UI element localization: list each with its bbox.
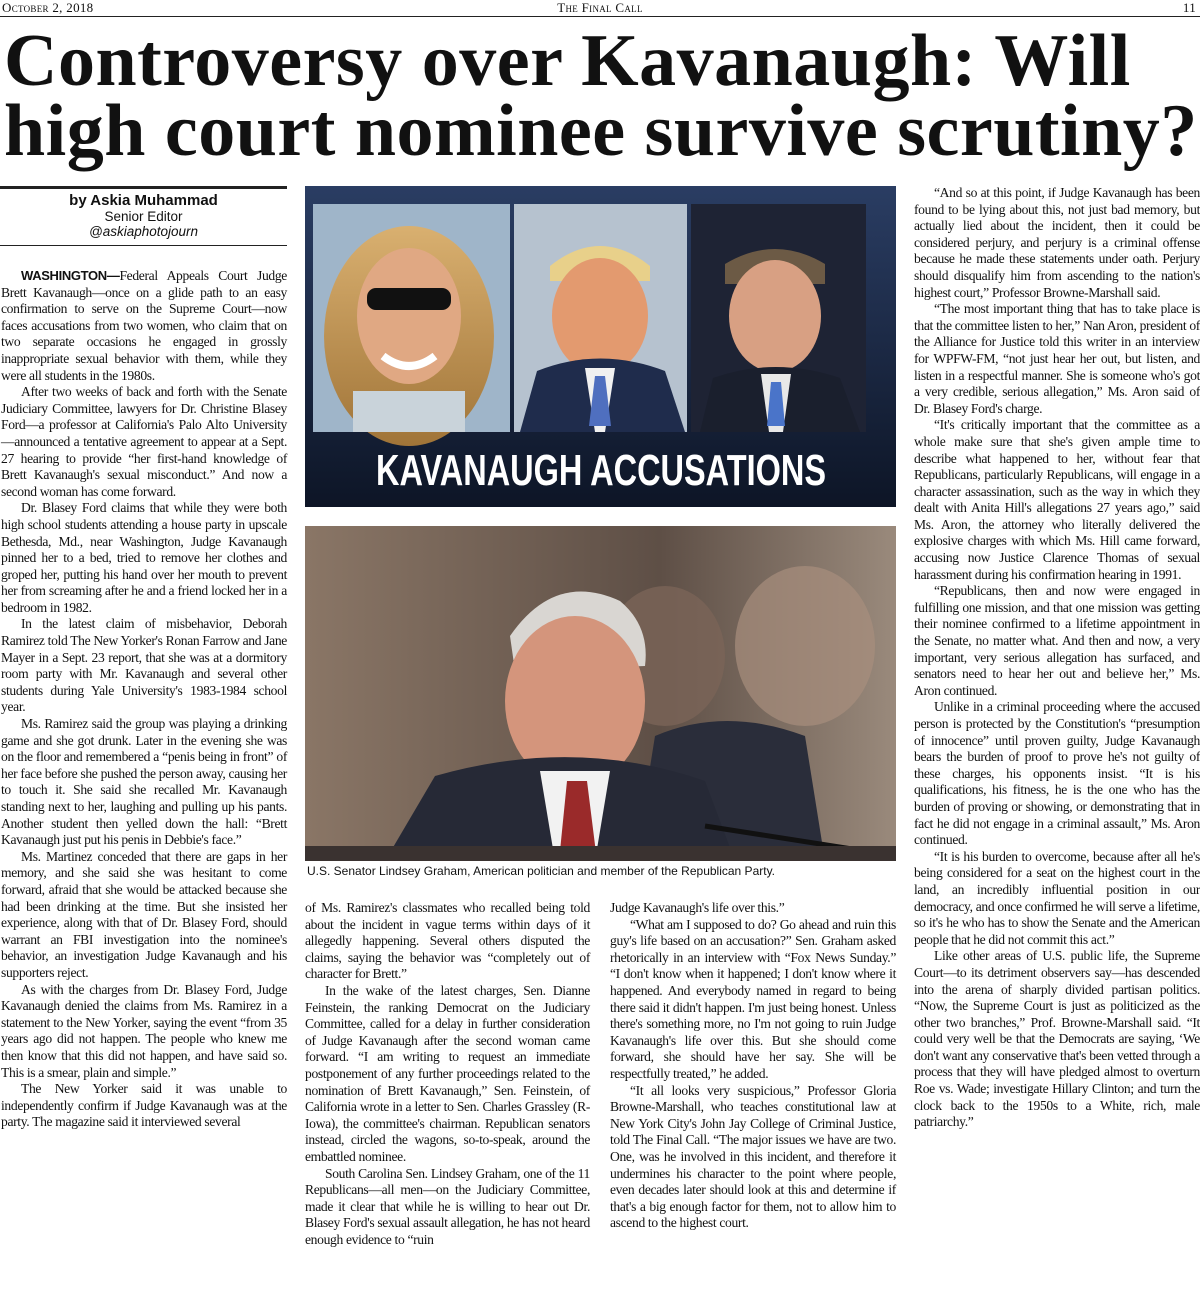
article-column-2: [305, 900, 590, 1248]
article-column-3: [610, 900, 896, 1232]
headline: [4, 20, 1200, 172]
paragraph: “It's critically important that the committee as a whole make sure that she's given ample time to describe what happened to her, without fear that Republicans, particularly Republicans, will engage in a character assassination, such as the way in which they dealt with Anita Hill's allegations 27 years ago,” said Ms. Aron, the attorney who literally delivered the explosive charges with which Ms. Hill came forward, accusing now Justice Clarence Thomas of sexual harassment during his confirmation hearing in 1991.: [914, 417, 1200, 582]
page-header: [0, 0, 1200, 17]
paragraph: “Republicans, then and now were engaged in fulfilling one mission, and that one mission was getting their nominee confirmed to a lifetime appointment in the Senate, no matter what. And then and now, a very important, very serious allegation has surfaced, and senators need to hear her out and believe her,” Ms. Aron continued.: [914, 583, 1200, 698]
paragraph: Ms. Ramirez said the group was playing a drinking game and she got drunk. Later in the evening she was on the floor and remembered a “penis being in front” of her face before she pushed the person away, causing her to touch it. She said she recalled Mr. Kavanaugh standing next to her, laughing and pulling up his pants. Another student then yelled down the hall: “Brett Kavanaugh just put his penis in Debbie's face.”: [1, 716, 287, 848]
paragraph: Unlike in a criminal proceeding where the accused person is protected by the Constitution's “presumption of innocence” until proven guilty, Judge Kavanaugh bears the burden of proof to prove he's not guilty of these charges, his opponents insist. “It is his qualifications, his fitness, he is the one who has the burden of proving or showing, or demonstrating that in fact he did not engage in a criminal assault,” Ms. Aron continued.: [914, 699, 1200, 848]
publication-name: The Final Call: [557, 0, 643, 15]
paragraph: Judge Kavanaugh's life over this.”: [610, 900, 785, 915]
photo-caption: U.S. Senator Lindsey Graham, American politician and member of the Republican Party.: [307, 864, 776, 878]
paragraph: South Carolina Sen. Lindsey Graham, one of the 11 Republicans—all men—on the Judiciary Committee, made it clear that while he is willing to hear out Dr. Blasey Ford's sexual assault allegation, he has not heard enough evidence to “ruin: [305, 1165, 590, 1247]
paragraph: Like other areas of U.S. public life, the Supreme Court—to its detriment observers say—has descended into the arena of sharply divided partisan politics. “Now, the Supreme Court is just as politicized as the other two branches,” Prof. Browne-Marshall said. “It could very well be that the Democrats are saying, ‘We don't want any conservative that's been vetted through a process that they will have pledged almost to overturn Roe vs. Wade; investigate Hillary Clinton; and turn the clock back to the 1950s to a White, rich, male patriarchy.”: [914, 948, 1200, 1130]
portrait-panel-2: [514, 204, 687, 432]
paragraph: Ms. Martinez conceded that there are gaps in her memory, and she said she was hesitant to come forward, afraid that she would be attacked because she had been drinking at the time. But she insisted her experience, along with that of Dr. Blasey Ford, should warrant an FBI investigation into the nominee's behavior, an investigation Judge Kavanaugh and his supporters reject.: [1, 848, 287, 980]
portrait-panel-1: [313, 204, 510, 446]
paragraph: “It all looks very suspicious,” Professor Gloria Browne-Marshall, who teaches constitutional law at New York City's John Jay College of Criminal Justice, told The Final Call. “The major issues we have are two. One, was he involved in this incident, and therefore it undermines his character to the point where people, even decades later should look at this and determine if that's a big enough factor for them, not to allow him to ascend to the highest court.: [610, 1082, 896, 1231]
senator-graham-photo: [305, 526, 896, 861]
headline-line-1: Controversy over Kavanaugh: Will: [4, 20, 1131, 102]
kavanaugh-accusations-image: [305, 186, 896, 507]
headline-line-2: high court nominee survive scrutiny?: [4, 90, 1198, 172]
paragraph: As with the charges from Dr. Blasey Ford, Judge Kavanaugh denied the claims from Ms. Ramirez in a statement to the New Yorker, saying the event “from 35 years ago did not happen. The people who knew me then know that this did not happen, and have said so. This is a smear, plain and simple.”: [1, 981, 287, 1080]
article-column-1: [1, 268, 287, 1131]
issue-date: October 2, 2018: [2, 0, 94, 15]
article-column-4: [914, 185, 1200, 1131]
paragraph: In the wake of the latest charges, Sen. Dianne Feinstein, the ranking Democrat on the Judiciary Committee, called for a delay in further consideration of Judge Kavanaugh after the second woman came forward. “I am writing to request an immediate postponement of any further proceedings related to the nomination of Brett Kavanaugh,” Sen. Feinstein, of California wrote in a letter to Sen. Charles Grassley (R-Iowa), the committee's chairman. Republican senators instead, circled the wagons, so-to-speak, around the embattled nominee.: [305, 982, 590, 1164]
paragraph: “It is his burden to overcome, because after all he's being considered for a seat on the highest court in the land, an incredibly influential position in our democracy, and once confirmed he will serve a lifetime, so it's he who has to show the Senate and the American people that he did not commit this act.”: [914, 848, 1200, 947]
paragraph: “What am I supposed to do? Go ahead and ruin this guy's life based on an accusation?” Sen. Graham asked rhetorically in an interview with “Fox News Sunday.” “I don't know when it happened; I don't know where it happened. And everybody named in regard to being there said it didn't happen. I'm just being honest. Unless there's something more, no I'm not going to ruin Judge Kavanaugh's life over this. But she should come forward, she should have her say. She will be respectfully treated,” he added.: [610, 916, 896, 1081]
author-role: Senior Editor: [104, 209, 183, 224]
paragraph: In the latest claim of misbehavior, Deborah Ramirez told The New Yorker's Ronan Farrow and Jane Mayer in a Sept. 23 report, that she was at a dormitory room party with Mr. Kavanaugh and several other students during Yale University's 1983-1984 school year.: [1, 616, 287, 715]
composite-photo: [305, 186, 896, 507]
paragraph: WASHINGTON—Federal Appeals Court Judge Brett Kavanaugh—once on a glide path to an easy confirmation to serve on the Supreme Court—now faces accusations from two women, who claim that on two separate occasions he engaged in grossly inappropriate sexual behavior with them, while they were all students in the 1980s.: [1, 268, 287, 383]
paragraph: The New Yorker said it was unable to independently confirm if Judge Kavanaugh was at the party. The magazine said it interviewed several: [1, 1081, 287, 1130]
banner-text: KAVANAUGH ACCUSATIONS: [376, 446, 826, 495]
byline: [0, 186, 287, 246]
paragraph: Dr. Blasey Ford claims that while they were both high school students attending a house party in upscale Bethesda, Md., near Washington, Judge Kavanaugh pinned her to a bed, tried to remove her clothes and groped her, putting his hand over her mouth to prevent her from screaming after he and a friend locked her in a bedroom in 1982.: [1, 500, 287, 615]
paragraph: of Ms. Ramirez's classmates who recalled being told about the incident in vague terms within days of it allegedly happening. Several others disputed the claims, saying the behavior was “completely out of character for Brett.”: [305, 900, 590, 982]
author-name: by Askia Muhammad: [69, 192, 218, 209]
paragraph: “The most important thing that has to take place is that the committee listen to her,” Nan Aron, president of the Alliance for Justice told this writer in an interview for WPFW-FM, “not just hear her out, but listen, and listen in a respectful manner. She is someone who's got a very credible, serious allegation,” Ms. Aron said of Dr. Blasey Ford's charge.: [914, 301, 1200, 416]
page-number: 11: [1182, 0, 1196, 15]
author-handle: @askiaphotojourn: [88, 224, 199, 239]
portrait-panel-3: [691, 204, 866, 432]
paragraph: After two weeks of back and forth with the Senate Judiciary Committee, lawyers for Dr. Christine Blasey Ford—a professor at California's Palo Alto University—announced a tentative agreement to appear at a Sept. 27 hearing to provide “her first-hand knowledge of Brett Kavanaugh's sexual misconduct.” And now a second woman has come forward.: [1, 384, 287, 499]
dateline: WASHINGTON—: [21, 268, 120, 283]
paragraph: “And so at this point, if Judge Kavanaugh has been found to be lying about this, not just bad memory, but actually lied about the incident, then it could be considered perjury, and perjury is a criminal offense because he made these statements under oath. Perjury should disqualify him from ascending to the nation's highest court,” Professor Browne-Marshall said.: [914, 185, 1200, 300]
